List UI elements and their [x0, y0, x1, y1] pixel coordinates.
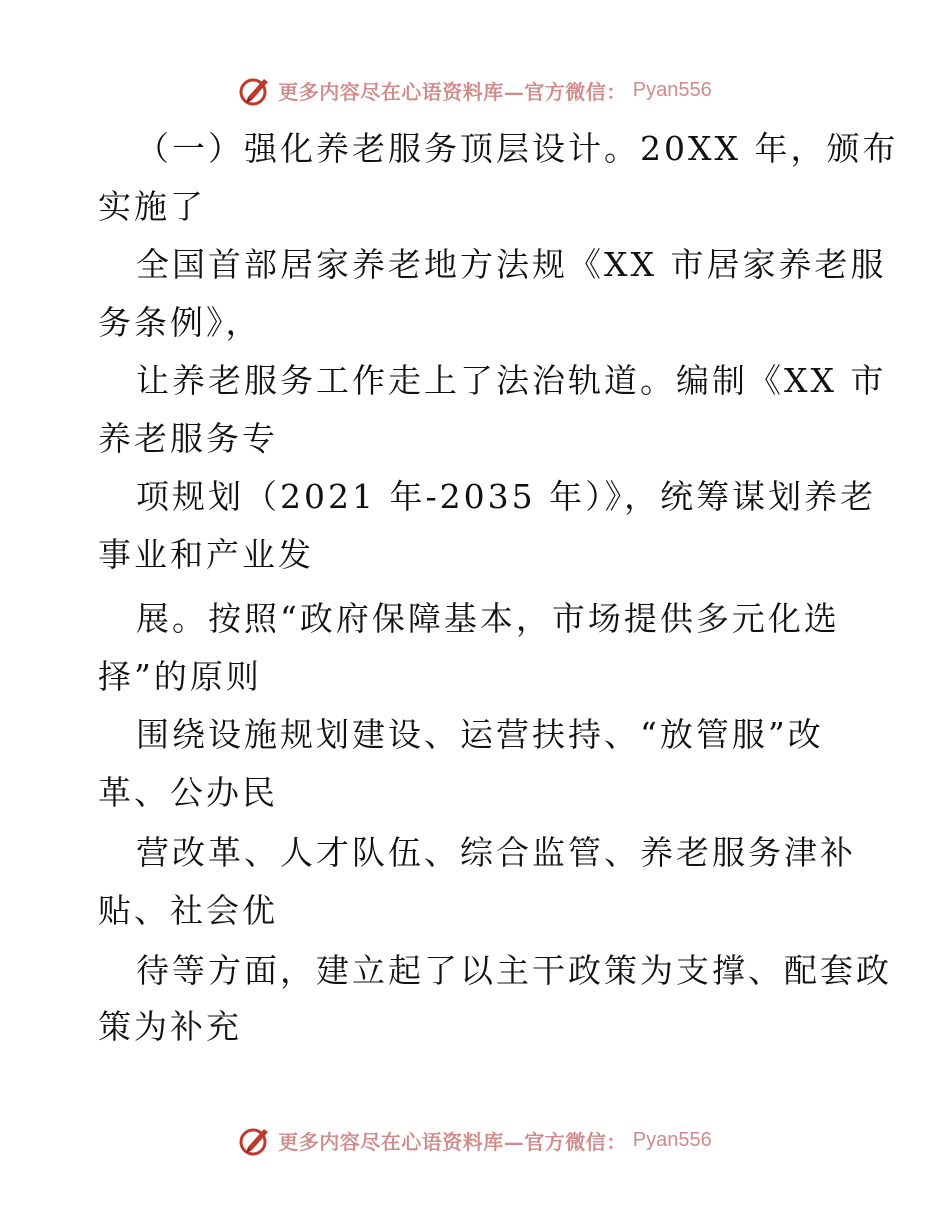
watermark-text: 更多内容尽在心语资料库—官方微信：: [278, 1129, 627, 1154]
text-line: 革、公办民: [98, 773, 278, 812]
pen-logo-icon: [238, 1123, 272, 1157]
text-line: 策为补充: [98, 1007, 242, 1046]
watermark-wechat-id: Pyan556: [632, 1128, 712, 1151]
text-line: 围绕设施规划建设、运营扶持、“放管服”改: [136, 715, 824, 754]
text-line: 事业和产业发: [98, 535, 314, 574]
watermark-wechat-id: Pyan556: [632, 78, 712, 101]
footer-watermark: [0, 1120, 950, 1160]
text-line: 实施了: [98, 187, 206, 226]
text-line: 务条例》，: [98, 303, 262, 342]
text-line: 择”的原则: [98, 657, 262, 696]
text-line: 养老服务专: [98, 419, 278, 458]
header-watermark: [0, 70, 950, 110]
text-line: 让养老服务工作走上了法治轨道。编制《XX 市: [136, 361, 887, 400]
pen-logo-icon: [238, 73, 272, 107]
text-line: 营改革、人才队伍、综合监管、养老服务津补: [136, 833, 856, 872]
watermark-text: 更多内容尽在心语资料库—官方微信：: [278, 79, 627, 104]
text-line: 展。按照“政府保障基本，市场提供多元化选: [136, 599, 840, 638]
text-line: 贴、社会优: [98, 891, 278, 930]
text-line: 项规划（2021 年-2035 年）》，统筹谋划养老: [136, 477, 877, 516]
text-line: （一）强化养老服务顶层设计。20XX 年，颁布: [136, 129, 899, 168]
text-line: 待等方面，建立起了以主干政策为支撑、配套政: [136, 951, 892, 990]
text-line: 全国首部居家养老地方法规《XX 市居家养老服: [136, 245, 887, 284]
